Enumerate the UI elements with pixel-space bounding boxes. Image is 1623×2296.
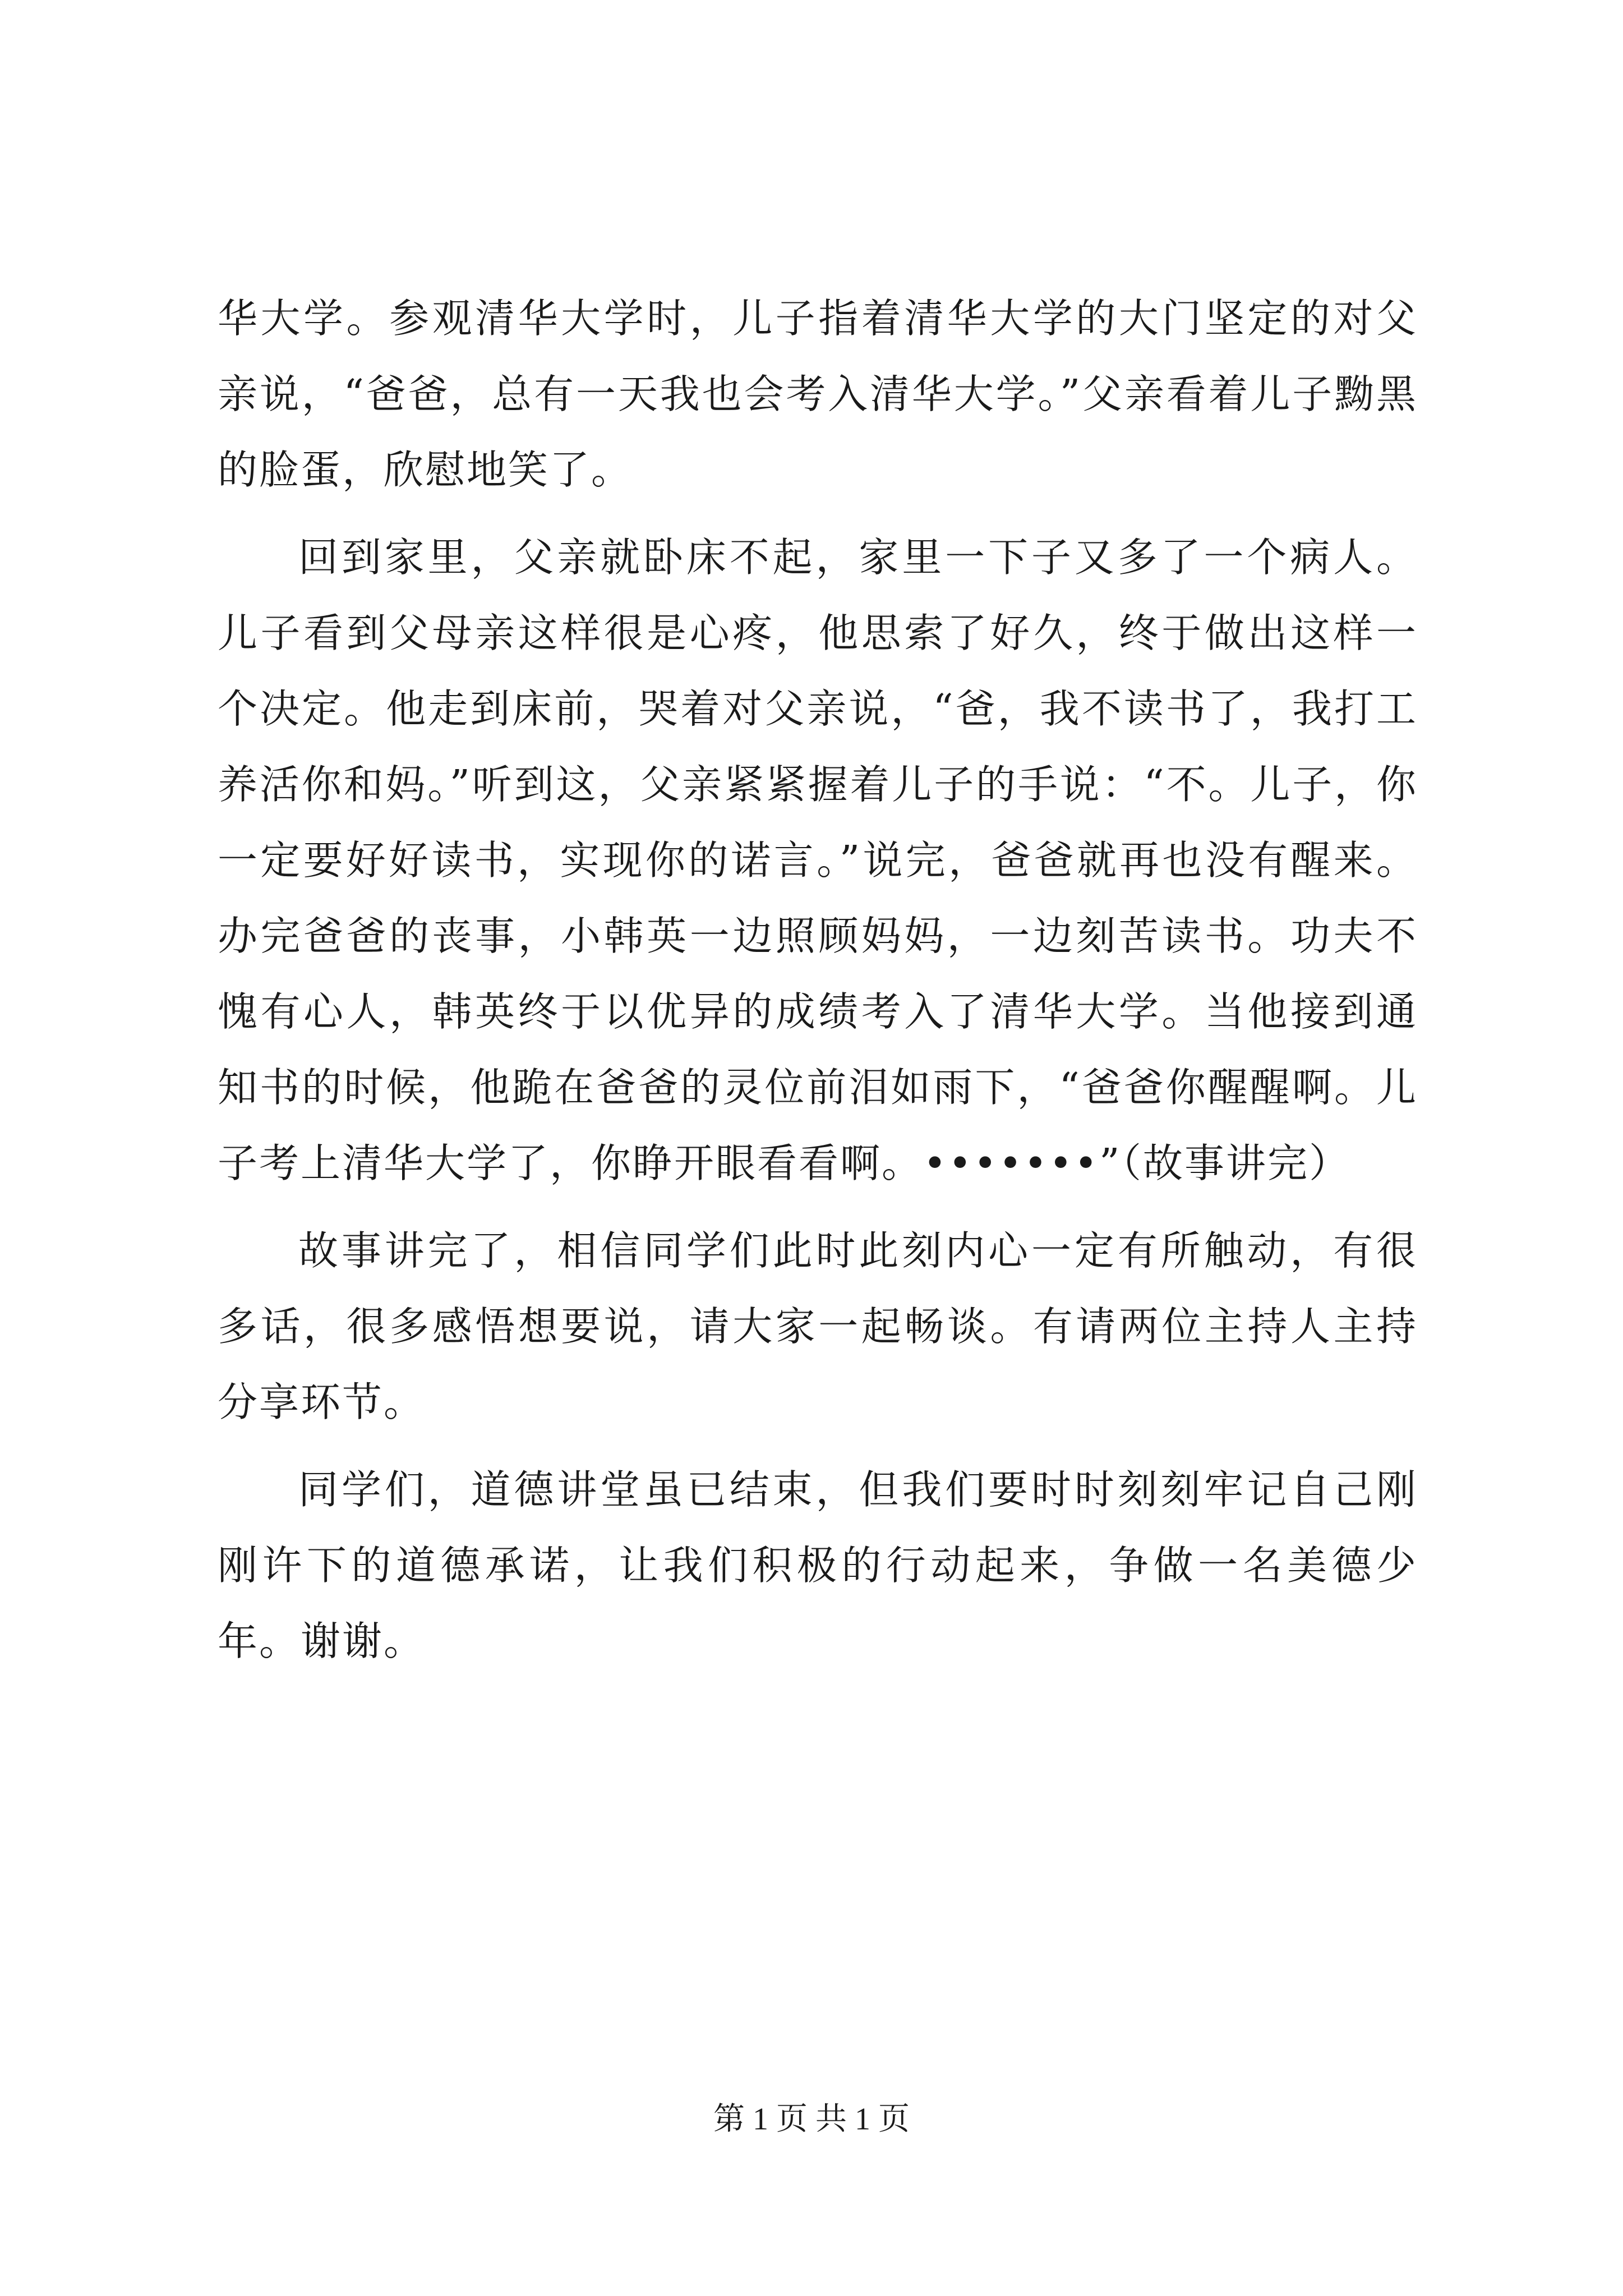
paragraph-closing: 同学们，道德讲堂虽已结束，但我们要时时刻刻牢记自己刚刚许下的道德承诺，让我们积极的行动起来，争做一名美德少年。谢谢。 [218,1466,1418,1664]
body-text [218,280,1418,1691]
paragraph-continuation: 华大学。参观清华大学时，儿子指着清华大学的大门坚定的对父亲说，“爸爸，总有一天我也会考入清华大学。”父亲看着儿子黝黑的脸蛋，欣慰地笑了。 [218,295,1418,493]
paragraph-discussion: 故事讲完了，相信同学们此时此刻内心一定有所触动，有很多话，很多感悟想要说，请大家一起畅谈。有请两位主持人主持分享环节。 [218,1227,1418,1425]
page-number-footer: 第 1 页 共 1 页 [713,2102,910,2137]
paragraph-story: 回到家里，父亲就卧床不起，家里一下子又多了一个病人。儿子看到父母亲这样很是心疼，他思索了好久，终于做出这样一个决定。他走到床前，哭着对父亲说，“爸，我不读书了，我打工养活你和妈。”听到这，父亲紧紧握着儿子的手说：“不。儿子，你一定要好好读书，实现你的诺言。”说完，爸爸就再也没有醒来。办完爸爸的丧事，小韩英一边照顾妈妈，一边刻苦读书。功夫不愧有心人，韩英终于以优异的成绩考入了清华大学。当他接到通知书的时候，他跪在爸爸的灵位前泪如雨下，“爸爸你醒醒啊。儿子考上清华大学了，你睁开眼看看啊。•••••••”（故事讲完） [218,534,1418,1186]
